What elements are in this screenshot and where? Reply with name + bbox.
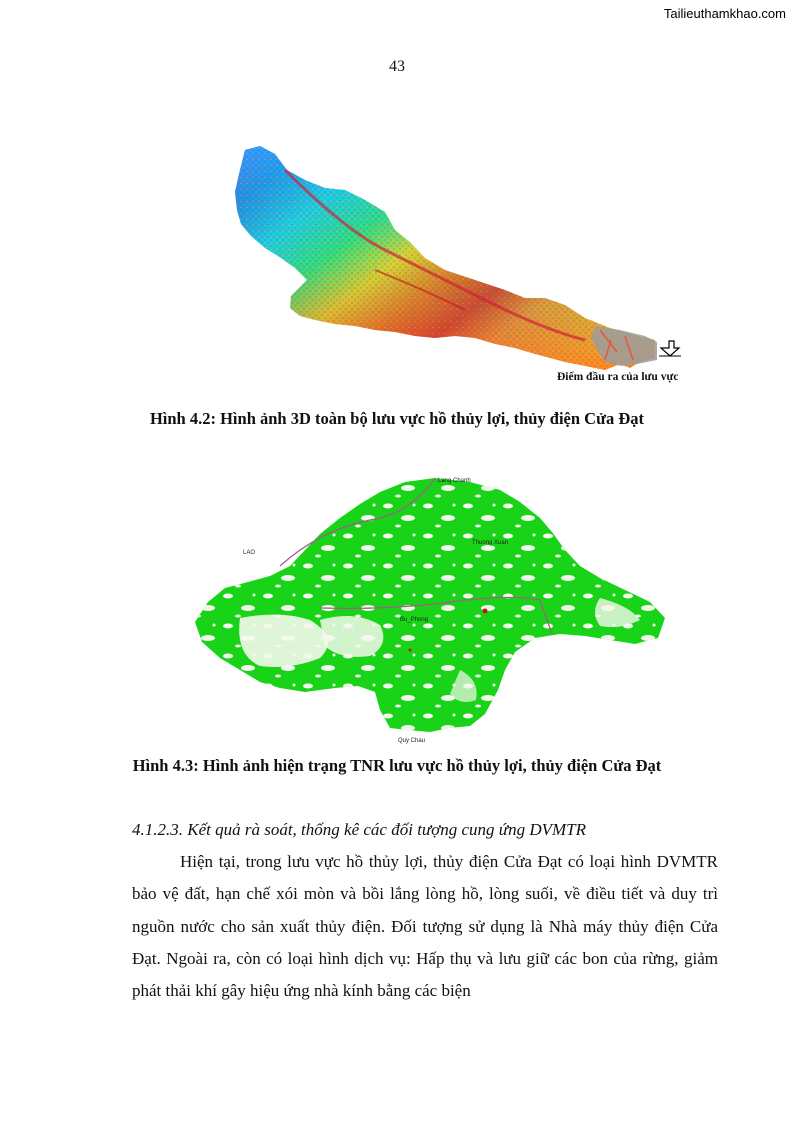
- forest-status-map: [180, 470, 670, 745]
- outlet-label: Điểm đầu ra của lưu vực: [557, 371, 679, 383]
- section-heading: 4.1.2.3. Kết quả rà soát, thống kê các đối tượng cung ứng DVMTR: [132, 820, 586, 839]
- map-label-center: Bu_Phong: [400, 617, 429, 623]
- figure-caption-4-3: Hình 4.3: Hình ảnh hiện trạng TNR lưu vực hồ thủy lợi, thủy điện Cửa Đạt: [132, 756, 662, 775]
- map-label-north: Lang Chanh: [438, 478, 471, 484]
- map-label-south: Quy Chau: [398, 738, 426, 744]
- body-paragraph: Hiện tại, trong lưu vực hồ thủy lợi, thủy điện Cửa Đạt có loại hình DVMTR bảo vệ đất, hạn chế xói mòn và bồi lắng lòng hồ, lòng suối, về điều tiết và duy trì nguồn nước cho sản xuất thủy điện. Đối tượng sử dụng là Nhà máy thủy điện Cửa Đạt. Ngoài ra, còn có loại hình dịch vụ: Hấp thụ và lưu giữ các bon của rừng, giảm phát thải khí gây hiệu ứng nhà kính bằng các biện: [132, 852, 718, 1001]
- page-number: 43: [389, 58, 405, 75]
- figure-caption-4-2: Hình 4.2: Hình ảnh 3D toàn bộ lưu vực hồ thủy lợi, thủy điện Cửa Đạt: [149, 409, 645, 428]
- watermark: Tailieuthamkhao.com: [663, 6, 786, 21]
- map-label-northeast: Thuong Xuan: [472, 540, 509, 546]
- map-label-west: LAO: [243, 550, 256, 556]
- relief-3d-map: [225, 140, 695, 395]
- outlet-arrow-icon: [659, 341, 681, 356]
